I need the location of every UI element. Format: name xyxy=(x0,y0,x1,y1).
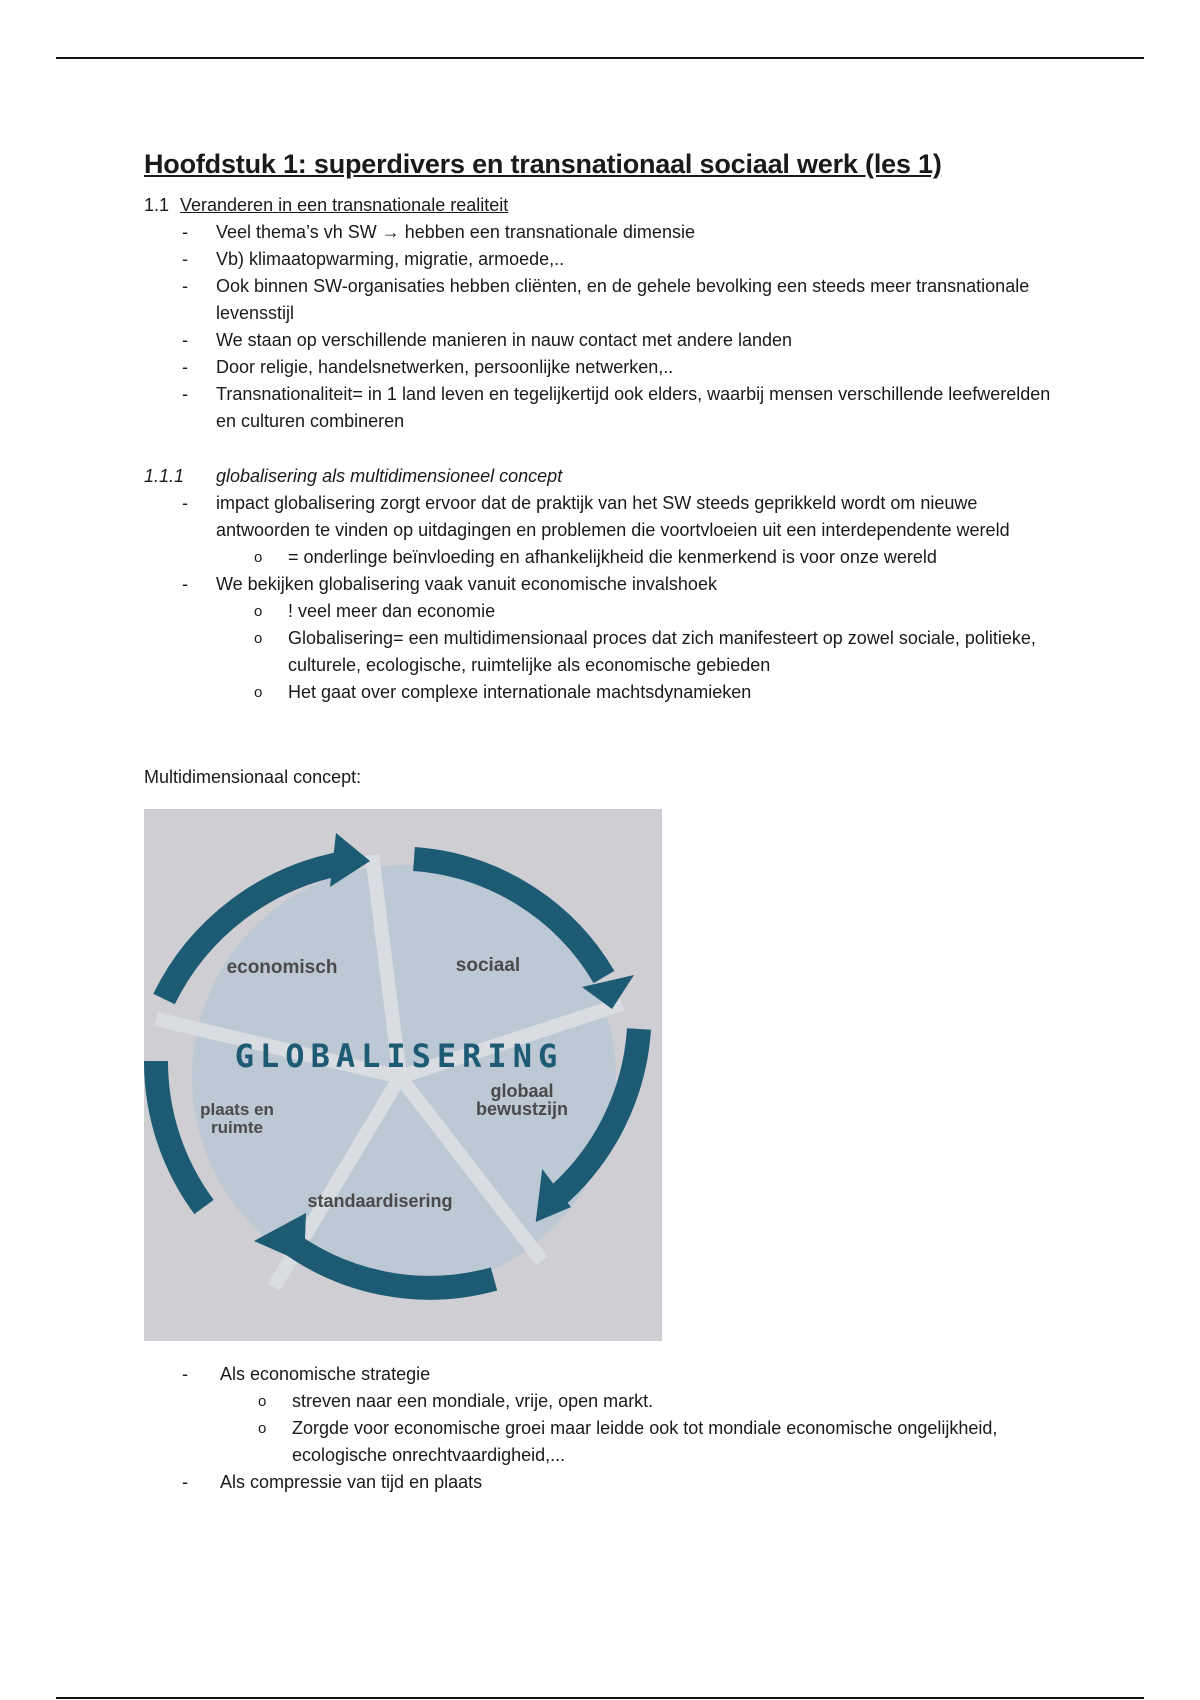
section-heading xyxy=(144,192,1064,219)
list-item xyxy=(144,490,1064,571)
after-bullet-list xyxy=(144,1361,1064,1496)
list-item-text: We bekijken globalisering vaak vanuit economische invalshoek xyxy=(216,574,717,594)
list-item: - Vb) klimaatopwarming, migratie, armoede,.. xyxy=(144,246,1064,273)
nested-list-item: o Het gaat over complexe internationale machtsdynamieken xyxy=(144,679,1064,706)
footer-rule xyxy=(56,1697,1144,1699)
list-item: - Door religie, handelsnetwerken, persoonlijke netwerken,.. xyxy=(144,354,1064,381)
nested-list-item: o streven naar een mondiale, vrije, open markt. xyxy=(148,1388,1064,1415)
cycle-diagram-svg xyxy=(144,809,662,1341)
label-globaal-bewustzijn: globaal bewustzijn xyxy=(475,1081,569,1119)
subsection-bullet-list xyxy=(144,490,1064,706)
label-globalisering: GLOBALISERING xyxy=(234,1037,564,1075)
nested-list-item: o ! veel meer dan economie xyxy=(144,598,1064,625)
subsection-title: globalisering als multidimensioneel concept xyxy=(216,466,563,486)
list-item-text: impact globalisering zorgt ervoor dat de praktijk van het SW steeds geprikkeld wordt om nieuwe antwoorden te vinden op uitdagingen en problemen die voortvloeien uit een interdependente wereld xyxy=(216,493,1010,540)
nested-list xyxy=(220,1388,1064,1469)
label-standaardisering: standaardisering xyxy=(307,1191,453,1211)
after-figure-list xyxy=(144,1361,1064,1496)
section-title: Veranderen in een transnationale realiteit xyxy=(180,195,509,215)
list-item-text: Als economische strategie xyxy=(220,1364,431,1384)
subsection-number: 1.1.1 xyxy=(144,466,185,486)
subsection-heading xyxy=(144,463,1064,490)
nested-list-item: o Zorgde voor economische groei maar leidde ook tot mondiale economische ongelijkheid, ecologische onrechtvaardigheid,... xyxy=(148,1415,1064,1469)
label-sociaal: sociaal xyxy=(455,955,521,976)
nested-list-item: o = onderlinge beïnvloeding en afhankelijkheid die kenmerkend is voor onze wereld xyxy=(144,544,1064,571)
globalisation-diagram xyxy=(144,809,662,1341)
list-item: - Als compressie van tijd en plaats xyxy=(144,1469,1064,1496)
document-page xyxy=(144,146,1064,1496)
label-plaats-en-ruimte: plaats en ruimte xyxy=(200,1100,274,1137)
chapter-title: Hoofdstuk 1: superdivers en transnationaal sociaal werk (les 1) xyxy=(144,149,942,179)
list-item: - Ook binnen SW-organisaties hebben cliënten, en de gehele bevolking een steeds meer transnationale levensstijl xyxy=(144,273,1064,327)
label-economisch: economisch xyxy=(226,957,338,978)
nested-list-item: o Globalisering= een multidimensionaal proces dat zich manifesteert op zowel sociale, politieke, culturele, ecologische, ruimtelijke als economische gebieden xyxy=(144,625,1064,679)
section-bullet-list xyxy=(144,219,1064,435)
section-number: 1.1 xyxy=(144,195,170,215)
header-rule xyxy=(56,57,1144,59)
figure-caption: Multidimensionaal concept: xyxy=(144,767,362,787)
nested-list xyxy=(216,544,1064,571)
list-item xyxy=(144,1361,1064,1469)
list-item: - Transnationaliteit= in 1 land leven en tegelijkertijd ook elders, waarbij mensen verschillende leefwerelden en culturen combineren xyxy=(144,381,1064,435)
list-item xyxy=(144,571,1064,706)
nested-list xyxy=(216,598,1064,706)
list-item: - Veel thema’s vh SW → hebben een transnationale dimensie xyxy=(144,219,1064,246)
list-item: - We staan op verschillende manieren in nauw contact met andere landen xyxy=(144,327,1064,354)
